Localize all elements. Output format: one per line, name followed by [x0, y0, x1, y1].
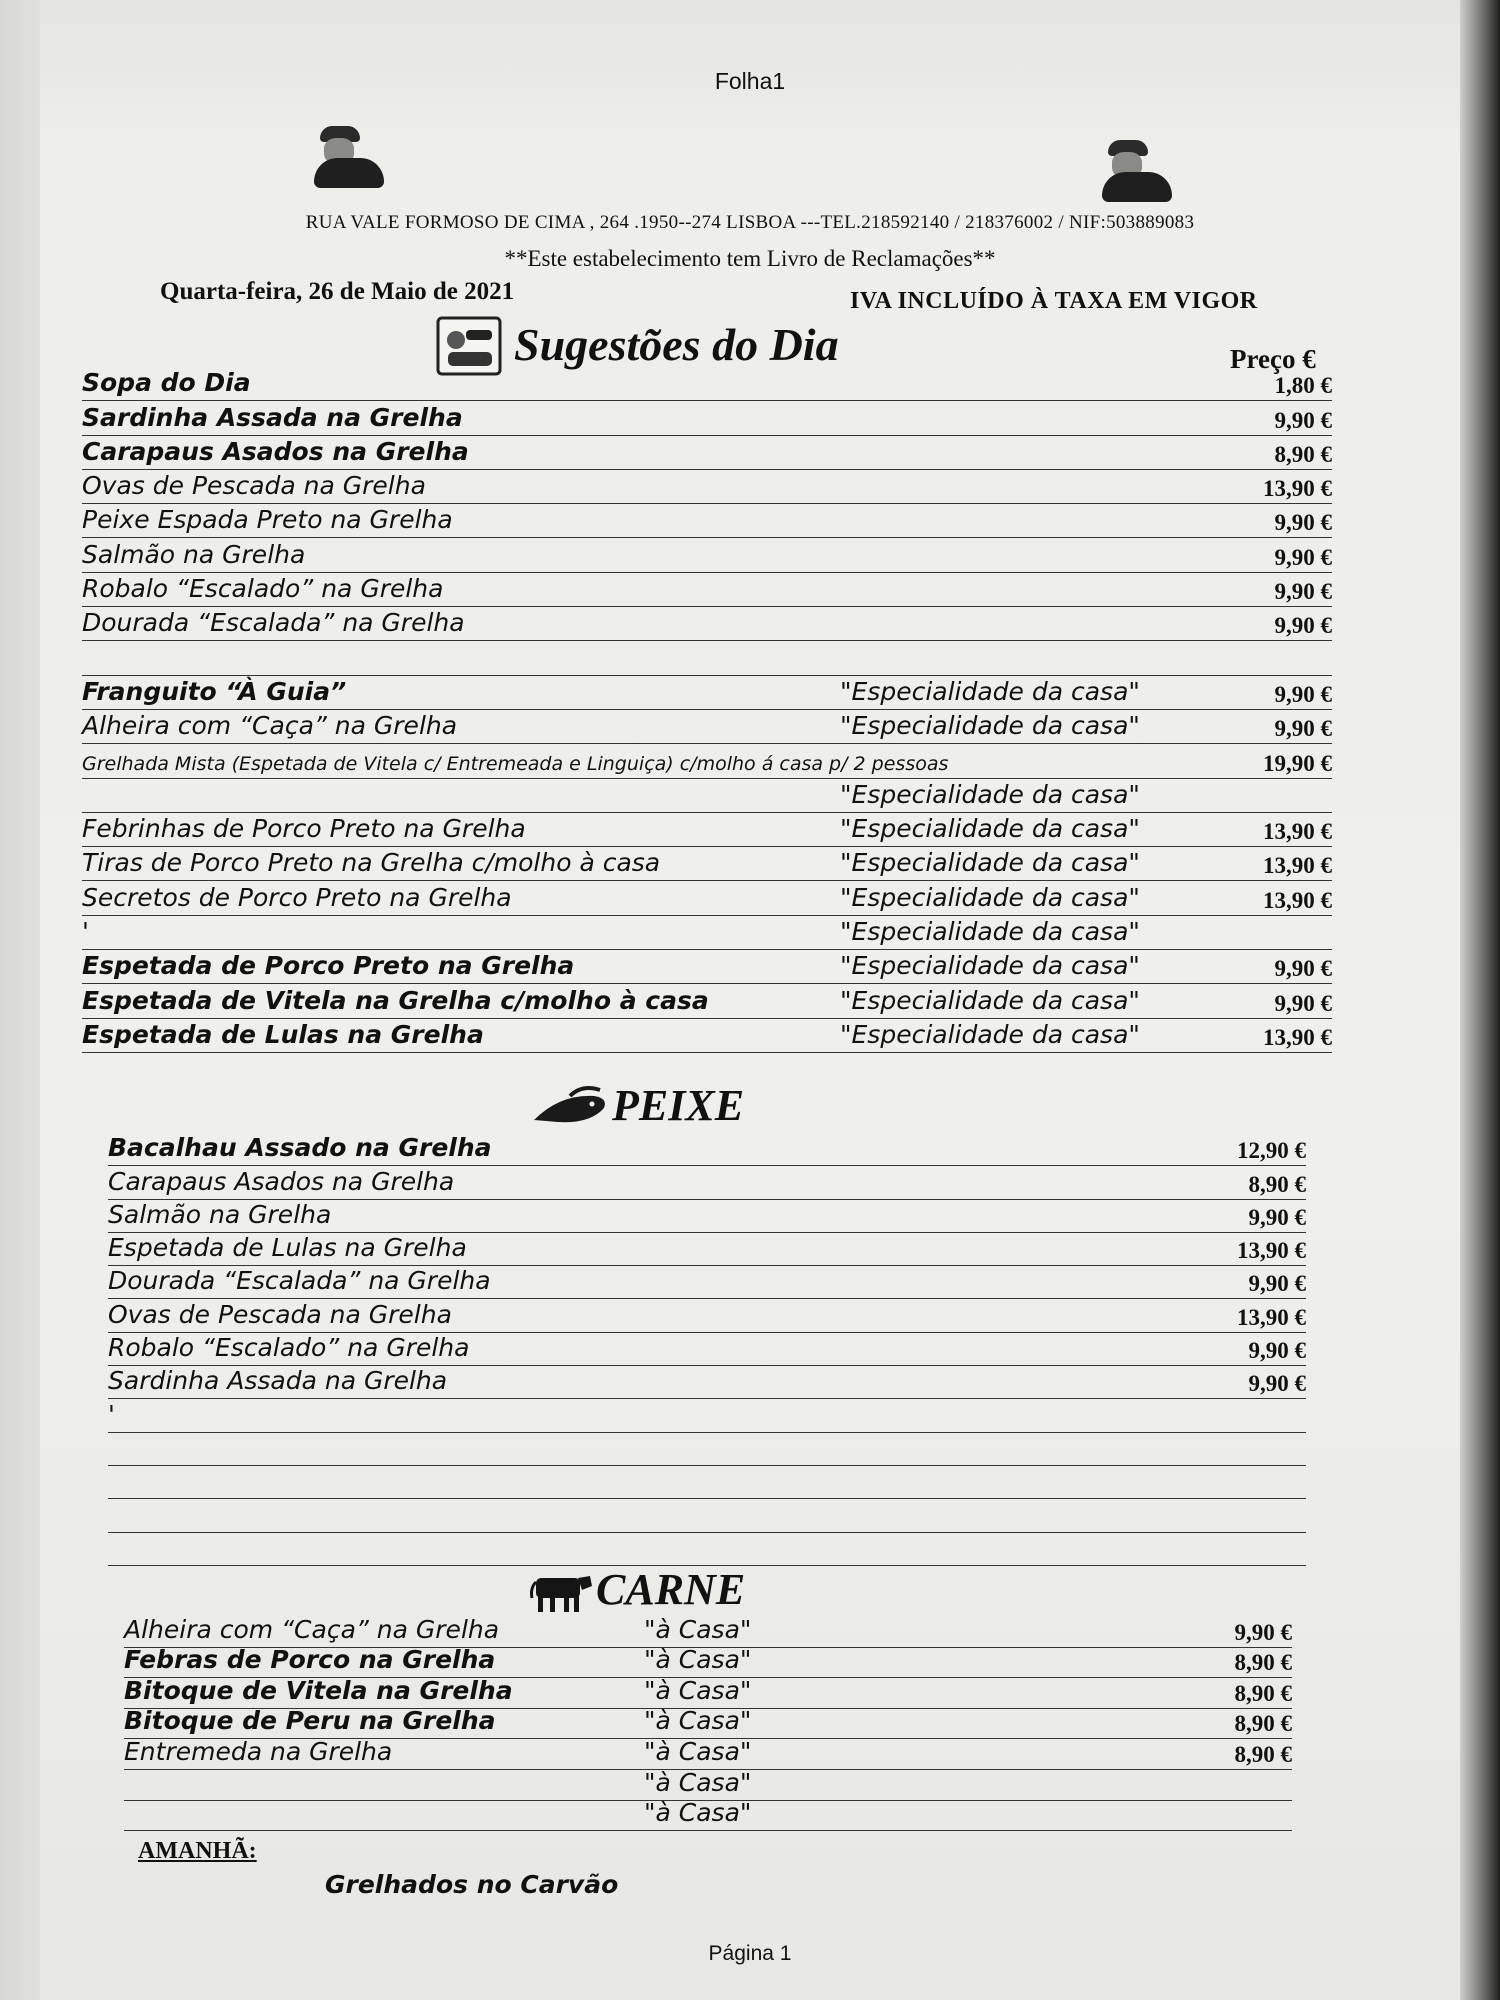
peixe-title: PEIXE — [612, 1081, 745, 1130]
menu-item-name: Robalo “Escalado” na Grelha — [82, 574, 444, 604]
menu-item-note: "à Casa" — [644, 1675, 752, 1705]
menu-item-note: "Especialidade da casa" — [840, 1019, 1140, 1049]
menu-item-price: 13,90 € — [1263, 476, 1332, 502]
page-edge-shadow — [1460, 0, 1500, 2000]
menu-item-row — [82, 640, 1332, 675]
chef-logo-right-icon — [1098, 136, 1178, 206]
page-number: Página 1 — [708, 1942, 792, 1965]
menu-item-row — [108, 1132, 1306, 1166]
menu-item-row — [82, 709, 1332, 744]
menu-item-name: Grelhada Mista (Espetada de Vitela c/ Entremeada e Linguiça) c/molho á casa p/ 2 pessoas — [82, 752, 949, 775]
menu-item-row — [108, 1199, 1306, 1233]
menu-item-row — [108, 1299, 1306, 1333]
menu-item-name: Sopa do Dia — [82, 368, 251, 398]
menu-item-row — [82, 400, 1332, 435]
menu-item-price: 13,90 € — [1263, 1024, 1332, 1050]
menu-item-note: "à Casa" — [644, 1645, 752, 1675]
menu-item-row — [108, 1498, 1306, 1532]
menu-item-price: 8,90 € — [1274, 441, 1332, 467]
menu-item-name: Sardinha Assada na Grelha — [82, 402, 463, 432]
menu-item-name: Espetada de Lulas na Grelha — [108, 1233, 467, 1263]
menu-item-price: 9,90 € — [1248, 1271, 1306, 1297]
menu-item-row — [82, 435, 1332, 470]
menu-item-price: 13,90 € — [1263, 887, 1332, 913]
menu-item-note: "à Casa" — [644, 1798, 752, 1828]
menu-item-price: 9,90 € — [1248, 1204, 1306, 1230]
complaints-notice: **Este estabelecimento tem Livro de Reclamações** — [504, 246, 996, 271]
menu-item-row — [82, 743, 1332, 778]
menu-item-row — [108, 1332, 1306, 1366]
menu-item-name: Robalo “Escalado” na Grelha — [108, 1333, 470, 1363]
menu-item-price: 13,90 € — [1263, 819, 1332, 845]
menu-item-name: Salmão na Grelha — [82, 539, 306, 569]
menu-item-note: "à Casa" — [644, 1767, 752, 1797]
tax-notice: IVA INCLUÍDO À TAXA EM VIGOR — [850, 288, 1258, 314]
menu-item-row — [124, 1800, 1292, 1832]
menu-item-row — [82, 572, 1332, 607]
menu-item-row — [108, 1365, 1306, 1399]
menu-item-name: Secretos de Porco Preto na Grelha — [82, 882, 512, 912]
menu-item-price: 9,90 € — [1274, 716, 1332, 742]
menu-item-price: 8,90 € — [1234, 1650, 1292, 1676]
menu-item-name: Peixe Espada Preto na Grelha — [82, 505, 453, 535]
menu-item-price: 19,90 € — [1263, 750, 1332, 776]
menu-item-name: Febrinhas de Porco Preto na Grelha — [82, 814, 526, 844]
menu-item-row — [82, 469, 1332, 504]
menu-item-name: Carapaus Asados na Grelha — [108, 1166, 455, 1196]
menu-item-row — [108, 1232, 1306, 1266]
menu-item-price: 9,90 € — [1274, 681, 1332, 707]
menu-item-price: 9,90 € — [1248, 1371, 1306, 1397]
menu-item-name: Alheira com “Caça” na Grelha — [82, 711, 458, 741]
menu-item-row — [108, 1465, 1306, 1499]
menu-item-row — [82, 366, 1332, 401]
menu-item-name: Salmão na Grelha — [108, 1199, 332, 1229]
menu-item-row — [124, 1647, 1292, 1679]
restaurant-address: RUA VALE FORMOSO DE CIMA , 264 .1950--274 LISBOA ---TEL.218592140 / 218376002 / NIF:503889083 — [305, 212, 1195, 233]
carne-title: CARNE — [596, 1565, 746, 1614]
menu-item-row — [82, 675, 1332, 710]
menu-item-row — [82, 778, 1332, 813]
menu-item-row — [82, 881, 1332, 916]
sugestoes-title: Sugestões do Dia — [514, 319, 839, 370]
menu-item-name: Dourada “Escalada” na Grelha — [108, 1266, 491, 1296]
menu-item-name: Bitoque de Vitela na Grelha — [124, 1675, 513, 1705]
menu-item-price: 8,90 € — [1248, 1171, 1306, 1197]
menu-item-price: 1,80 € — [1274, 373, 1332, 399]
menu-item-row — [82, 983, 1332, 1018]
menu-item-note: "à Casa" — [644, 1736, 752, 1766]
price-header: Preço € — [1230, 344, 1316, 374]
menu-item-note: "Especialidade da casa" — [840, 711, 1140, 741]
menu-item-row — [82, 949, 1332, 984]
menu-item-row — [108, 1265, 1306, 1299]
sheet-title: Folha1 — [714, 68, 786, 94]
menu-item-price: 8,90 € — [1234, 1711, 1292, 1737]
menu-item-name: Tiras de Porco Preto na Grelha c/molho à casa — [82, 848, 661, 878]
menu-item-note: "Especialidade da casa" — [840, 848, 1140, 878]
menu-item-price: 9,90 € — [1274, 956, 1332, 982]
menu-item-row — [82, 606, 1332, 641]
menu-item-name: Entremeda na Grelha — [124, 1736, 393, 1766]
menu-item-row — [82, 538, 1332, 573]
menu-item-row — [124, 1616, 1292, 1648]
menu-item-name: Espetada de Porco Preto na Grelha — [82, 951, 575, 981]
menu-item-row — [82, 503, 1332, 538]
menu-item-name: Bitoque de Peru na Grelha — [124, 1706, 496, 1736]
menu-item-note: "Especialidade da casa" — [840, 951, 1140, 981]
menu-item-price: 8,90 € — [1234, 1680, 1292, 1706]
menu-item-note: "Especialidade da casa" — [840, 917, 1140, 947]
menu-item-name: Espetada de Vitela na Grelha c/molho à casa — [82, 985, 709, 1015]
menu-item-price: 9,90 € — [1234, 1619, 1292, 1645]
menu-item-name: Ovas de Pescada na Grelha — [108, 1299, 452, 1329]
menu-item-price: 9,90 € — [1274, 544, 1332, 570]
menu-item-note: "Especialidade da casa" — [840, 882, 1140, 912]
menu-item-price: 9,90 € — [1274, 990, 1332, 1016]
menu-item-name: Bacalhau Assado na Grelha — [108, 1133, 492, 1163]
menu-item-row — [124, 1677, 1292, 1709]
menu-item-price: 12,90 € — [1237, 1138, 1306, 1164]
menu-item-price: 8,90 € — [1234, 1741, 1292, 1767]
menu-item-row — [82, 915, 1332, 950]
chef-logo-left-icon — [310, 122, 390, 192]
menu-item-price: 9,90 € — [1274, 510, 1332, 536]
menu-item-price: 13,90 € — [1237, 1238, 1306, 1264]
menu-item-price: 9,90 € — [1274, 613, 1332, 639]
menu-item-note: "à Casa" — [644, 1614, 752, 1644]
menu-item-row — [108, 1398, 1306, 1432]
tomorrow-label: AMANHÃ: — [138, 1838, 257, 1864]
menu-item-row — [82, 1018, 1332, 1053]
menu-item-price: 9,90 € — [1274, 579, 1332, 605]
cow-icon — [528, 1570, 594, 1614]
menu-item-row — [82, 846, 1332, 881]
menu-item-name: Dourada “Escalada” na Grelha — [82, 608, 465, 638]
menu-item-price: 9,90 € — [1248, 1338, 1306, 1364]
menu-item-note: "Especialidade da casa" — [840, 676, 1140, 706]
menu-item-row — [124, 1769, 1292, 1801]
menu-item-name: Febras de Porco na Grelha — [124, 1645, 496, 1675]
menu-item-name: ' — [82, 917, 89, 947]
menu-item-name: ' — [108, 1399, 115, 1429]
menu-item-name: Sardinha Assada na Grelha — [108, 1366, 448, 1396]
menu-item-note: "Especialidade da casa" — [840, 814, 1140, 844]
menu-date: Quarta-feira, 26 de Maio de 2021 — [160, 278, 515, 305]
menu-item-name: Espetada de Lulas na Grelha — [82, 1019, 484, 1049]
menu-item-name: Carapaus Asados na Grelha — [82, 436, 469, 466]
menu-item-name: Ovas de Pescada na Grelha — [82, 471, 426, 501]
menu-item-row — [124, 1738, 1292, 1770]
menu-item-name: Franguito “À Guia” — [82, 676, 347, 706]
menu-item-name: Alheira com “Caça” na Grelha — [124, 1614, 500, 1644]
menu-item-price: 13,90 € — [1263, 853, 1332, 879]
menu-item-row — [108, 1432, 1306, 1466]
menu-item-note: "à Casa" — [644, 1706, 752, 1736]
menu-item-row — [108, 1532, 1306, 1566]
menu-item-price: 9,90 € — [1274, 407, 1332, 433]
menu-item-row — [108, 1165, 1306, 1199]
menu-item-price: 13,90 € — [1237, 1304, 1306, 1330]
menu-item-note: "Especialidade da casa" — [840, 779, 1140, 809]
tomorrow-dish: Grelhados no Carvão — [325, 1870, 619, 1899]
menu-item-row — [124, 1708, 1292, 1740]
menu-item-row — [82, 812, 1332, 847]
fish-icon — [530, 1084, 610, 1130]
menu-item-note: "Especialidade da casa" — [840, 985, 1140, 1015]
